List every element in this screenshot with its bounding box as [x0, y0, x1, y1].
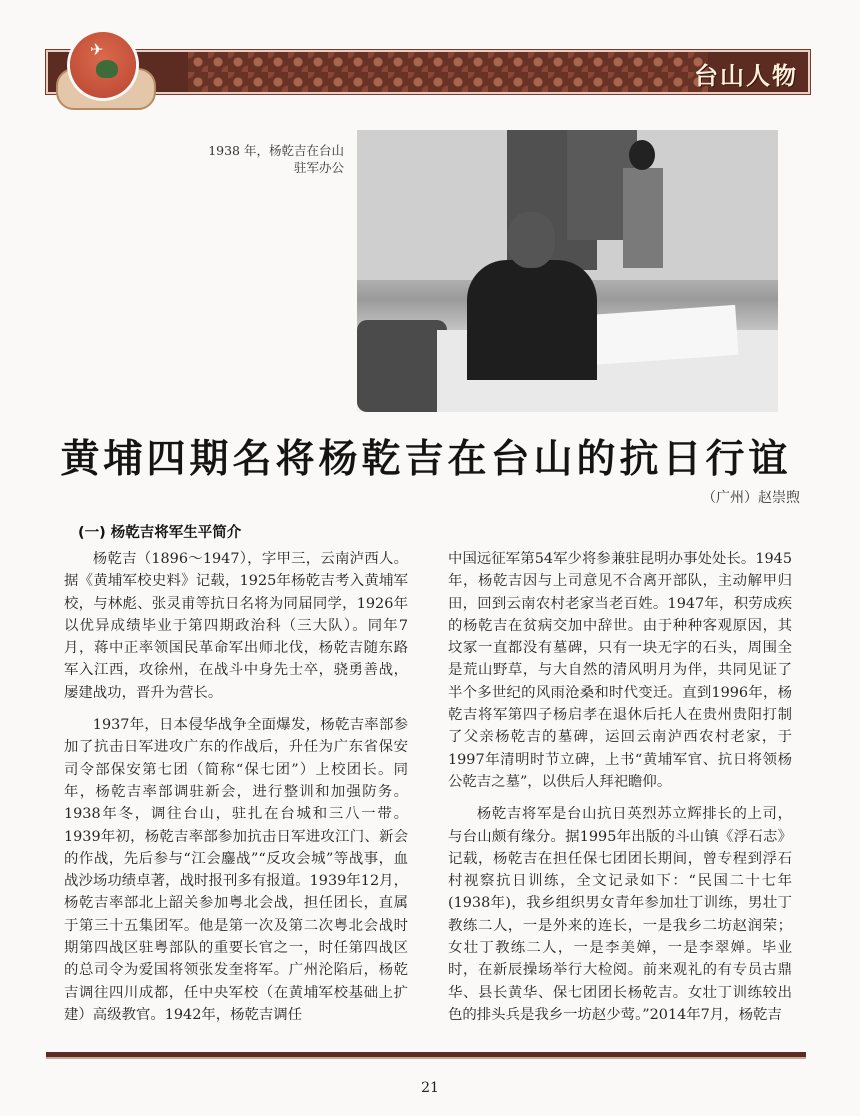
emblem-pine-icon — [96, 60, 118, 78]
header-banner — [46, 50, 810, 94]
historical-photo — [357, 130, 778, 412]
text-column-right — [448, 548, 792, 1036]
header-ornament — [188, 52, 708, 92]
page-number: 21 — [421, 1080, 439, 1096]
paragraph: 杨乾吉（1896～1947），字甲三，云南泸西人。据《黄埔军校史料》记载，1925年杨乾吉考入黄埔军校，与林彪、张灵甫等抗日名将为同届同学，1926年以优异成绩毕业于第四期政治科（三大队）。同年7月，蒋中正率领国民革命军出师北伐，杨乾吉随东路军入江西，攻徐州，在战斗中身先士卒，骁勇善战，屡建战功，晋升为营长。 — [64, 551, 408, 701]
footer-rule — [46, 1052, 806, 1059]
article-title: 黄埔四期名将杨乾吉在台山的抗日行谊 — [60, 437, 792, 482]
photo-caption: 1938 年，杨乾吉在台山驻军办公 — [208, 143, 344, 175]
section-heading: (一) 杨乾吉将军生平简介 — [78, 525, 242, 541]
section-title: 台山人物 — [694, 62, 798, 90]
paragraph: 杨乾吉将军是台山抗日英烈苏立辉排长的上司，与台山颇有缘分。据1995年出版的斗山镇《浮石志》记载，杨乾吉在担任保七团团长期间，曾专程到浮石村视察抗日训练，全文记录如下：“民国二十七年(1938年)，我乡组织男女青年参加壮丁训练，男壮丁教练二人，一是外来的连长，一是我乡二坊赵润荣；女壮丁教练二人，一是李美婵，一是李翠婵。毕业时，在新辰操场举行大检阅。前来观礼的有专员古鼎华、县长黄华、保七团团长杨乾吉。女壮丁训练较出色的排头兵是我乡一坊赵少莺。”2014年7月，杨乾吉 — [448, 806, 792, 1023]
emblem-crane-icon: ✈ — [90, 40, 104, 59]
article-author: （广州）赵崇煦 — [702, 490, 800, 506]
paragraph: 中国远征军第54军少将参兼驻昆明办事处处长。1945年，杨乾吉因与上司意见不合离开部队，主动解甲归田，回到云南农村老家当老百姓。1947年，积劳成疾的杨乾吉在贫病交加中辞世。由于种种客观原因，其坟冢一直都没有墓碑，只有一块无字的石头，周围全是荒山野草，与大自然的清风明月为伴，共同见证了半个多世纪的风雨沧桑和时代变迁。直到1996年，杨乾吉将军第四子杨启孝在退休后托人在贵州贵阳打制了父亲杨乾吉的墓碑，运回云南泸西农村老家，于1997年清明时节立碑，上书“黄埔军官、抗日将领杨公乾吉之墓”，以供后人拜祀瞻仰。 — [448, 551, 792, 790]
text-column-left — [64, 548, 408, 1036]
paragraph: 1937年，日本侵华战争全面爆发，杨乾吉率部参加了抗击日军进攻广东的作战后，升任为广东省保安司令部保安第七团（简称“保七团”）上校团长。同年，杨乾吉率部调驻新会，进行整训和加强防务。1938年冬，调往台山，驻扎在台城和三八一带。1939年初，杨乾吉率部参加抗击日军进攻江门、新会的作战，先后参与“江会鏖战”“反攻会城”等战事，血战沙场功绩卓著，战时报刊多有报道。1939年12月，杨乾吉率部北上韶关参加粤北会战，担任团长，直属于第三十五集团军。他是第一次及第二次粤北会战时期第四战区驻粤部队的重要长官之一，时任第四战区的总司令为爱国将领张发奎将军。广州沦陷后，杨乾吉调往四川成都，任中央军校（在黄埔军校基础上扩建）高级教官。1942年，杨乾吉调任 — [64, 717, 408, 1023]
